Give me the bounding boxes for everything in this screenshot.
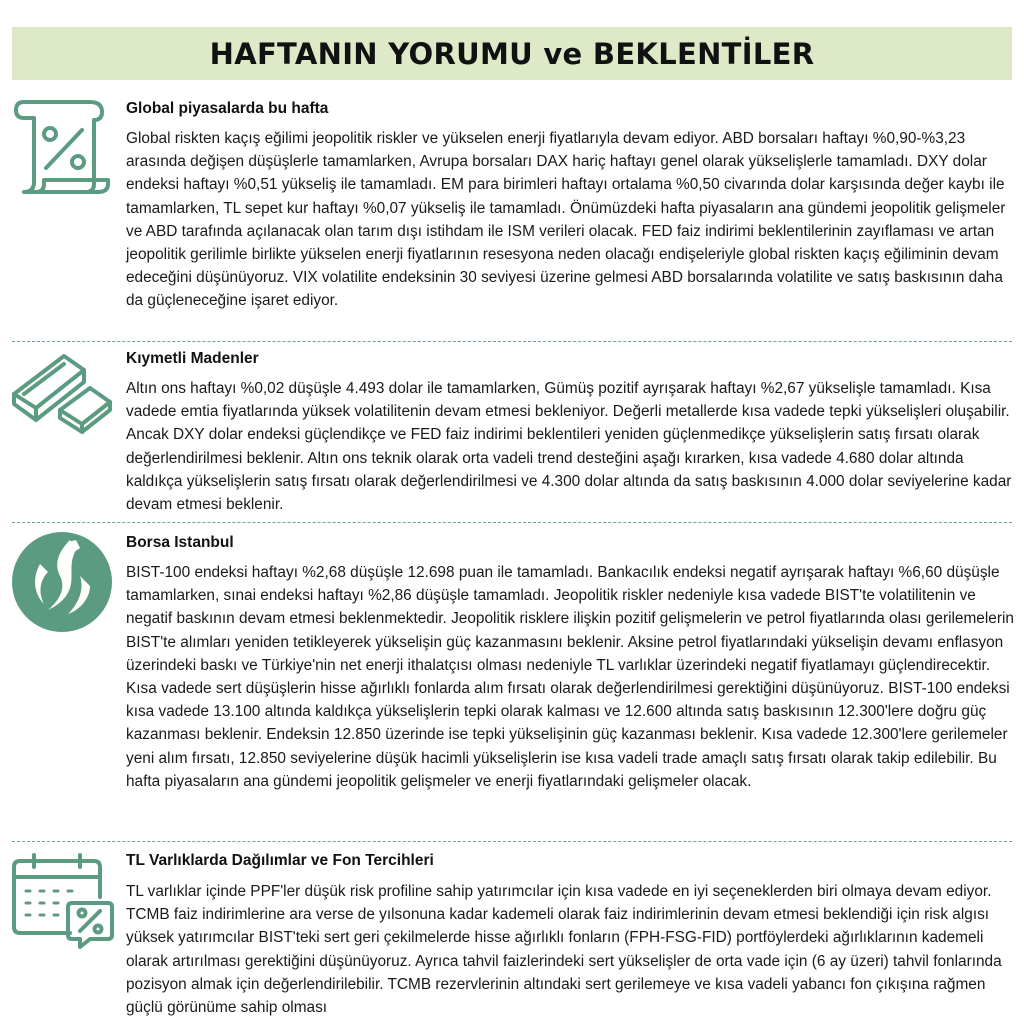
section-body: Global riskten kaçış eğilimi jeopolitik riskler ve yükselen enerji fiyatlarıyla devam ediyor. ABD borsaları haftayı %0,90-%3,23 arasında değişen düşüşlerle tamamlarken, Avrupa borsaları DAX hariç haftayı genel olarak yükselişlerle tamamladı. DXY dolar endeksi haftayı %0,51 yükseliş ile tamamladı. EM para birimleri haftayı ortalama %0,50 civarında dolar karşısında değer kaybı ile tamamlarken, TL sepet kur haftayı %0,07 yükseliş ile tamamladı. Önümüzdeki hafta piyasaların ana gündemi jeopolitik gelişmeler ve ABD tarafında açılanacak olan tarım dışı istihdam ile ISM verileri olacak. FED faiz indirimi beklentilerinin zayıflaması ve artan jeopolitik gerilimle birlikte yükselen enerji fiyatlarının resesyona neden olacağı endişeleriyle global riskten kaçış eğiliminin devam edeceğini düşünüyoruz. VIX volatilite endeksinin 30 seviyesi üzerine gelmesi ABD borsalarında volatilite ve satış baskısının daha da güçleneceğine işaret ediyor. [126,130,1006,310]
section-heading: Kıymetli Madenler [126,350,259,367]
section-divider [12,341,1012,342]
borsa-istanbul-logo-icon [10,530,114,634]
page-title: HAFTANIN YORUMU ve BEKLENTİLER [209,36,815,71]
section-divider [12,522,1012,523]
percent-scroll-icon [10,96,112,198]
title-banner [12,27,1012,80]
section-heading: TL Varlıklarda Dağılımlar ve Fon Tercihleri [126,852,434,869]
gold-bars-icon [10,348,114,436]
section-body: Altın ons haftayı %0,02 düşüşle 4.493 dolar ile tamamlarken, Gümüş pozitif ayrışarak haftayı %2,67 yükselişle tamamladı. Kısa vadede emtia fiyatlarında yüksek volatilitenin devam etmesi bekleniyor. Değerli metallerde kısa vadede tepki yükselişleri oluşabilir. Ancak DXY dolar endeksi güçlendikçe ve FED faiz indirimi beklentileri yeniden güçlenmedikçe yükselişlerin satış fırsatı olarak değerlendirilmesi beklenir. Altın ons teknik olarak orta vadeli trend desteğini aşağı kırarken, kısa vadede 4.680 dolar altında kaldıkça yükselişlerin satış fırsatı olarak değerlendirilmesi ve 4.300 dolar altında da satış baskısının 4.000 dolar seviyelerine kadar devam etmesi beklenir. [126,380,1012,514]
section-body: BIST-100 endeksi haftayı %2,68 düşüşle 12.698 puan ile tamamladı. Bankacılık endeksi negatif ayrışarak haftayı %6,60 düşüşle tamamlarken, sınai endeksi haftayı %2,86 düşüşle tamamladı. Jeopolitik riskler nedeniyle kısa vadede BIST'te volatilitenin ve negatif baskının devam etmesi beklenmektedir. Jeopolitik risklere ilişkin pozitif gelişmelerin ve petrol fiyatlarında olası gerilemelerin BIST'te alımları yeniden tetikleyerek yükselişin güç kazanmasını beklenir. Aksine petrol fiyatlarındaki yükselişin devamı enflasyon üzerindeki baskı ve Türkiye'nin net enerji ithalatçısı olması nedeniyle TL varlıklar üzerindeki negatif fiyatlamayı güçlendirecektir. Kısa vadede sert düşüşlerin hisse ağırlıklı fonlarda alım fırsatı olarak değerlendirilmesi gerektiğini düşünüyoruz. BIST-100 endeksi kısa vadede 13.100 altında kaldıkça yükselişlerin tepki olarak kalması ve 12.600 altında satış baskısının 12.300'lere doğru güç kazanması beklenir. Endeksin 12.850 üzerinde ise tepki yükselişinin güç kazanması beklenir. Kısa vadede 12.300'lere gerilemeler yeni alım fırsatı, 12.850 seviyelerine düşük hacimli yükselişlerin ise kısa vadeli trade amaçlı satış fırsatı olarak takip edilebilir. Bu hafta piyasaların ana gündemi jeopolitik gelişmeler ve enerji fiyatlarındaki gelişmeler olacak. [126,564,1014,790]
section-divider [12,841,1012,842]
section-body: TL varlıklar içinde PPF'ler düşük risk profiline sahip yatırımcılar için kısa vadede en iyi seçeneklerden biri olmaya devam ediyor. TCMB faiz indirimlerine ara verse de yılsonuna kadar kademeli olarak faiz indirimlerinin devam etmesi beklendiği için risk algısı yüksek yatırımcılar BIST'teki sert geri çekilmelerde hisse ağırlıklı fonların (FPH-FSG-FID) portföylerdeki ağırlıklarının kademeli olarak artırılması gerektiğini düşünüyoruz. Ayrıca tahvil faizlerindeki sert yükselişler de orta vade için (6 ay üzeri) tahvil fonlarında pozisyon almak için değerlendirilebilir. TCMB rezervlerinin altındaki sert gerilemeye ve kısa vadeli yabancı fon çıkışına rağmen güçlü görünüme sahip olması [126,883,1002,1017]
section-heading: Global piyasalarda bu hafta [126,100,329,117]
section-heading: Borsa Istanbul [126,534,234,551]
calendar-percent-icon [10,851,116,951]
